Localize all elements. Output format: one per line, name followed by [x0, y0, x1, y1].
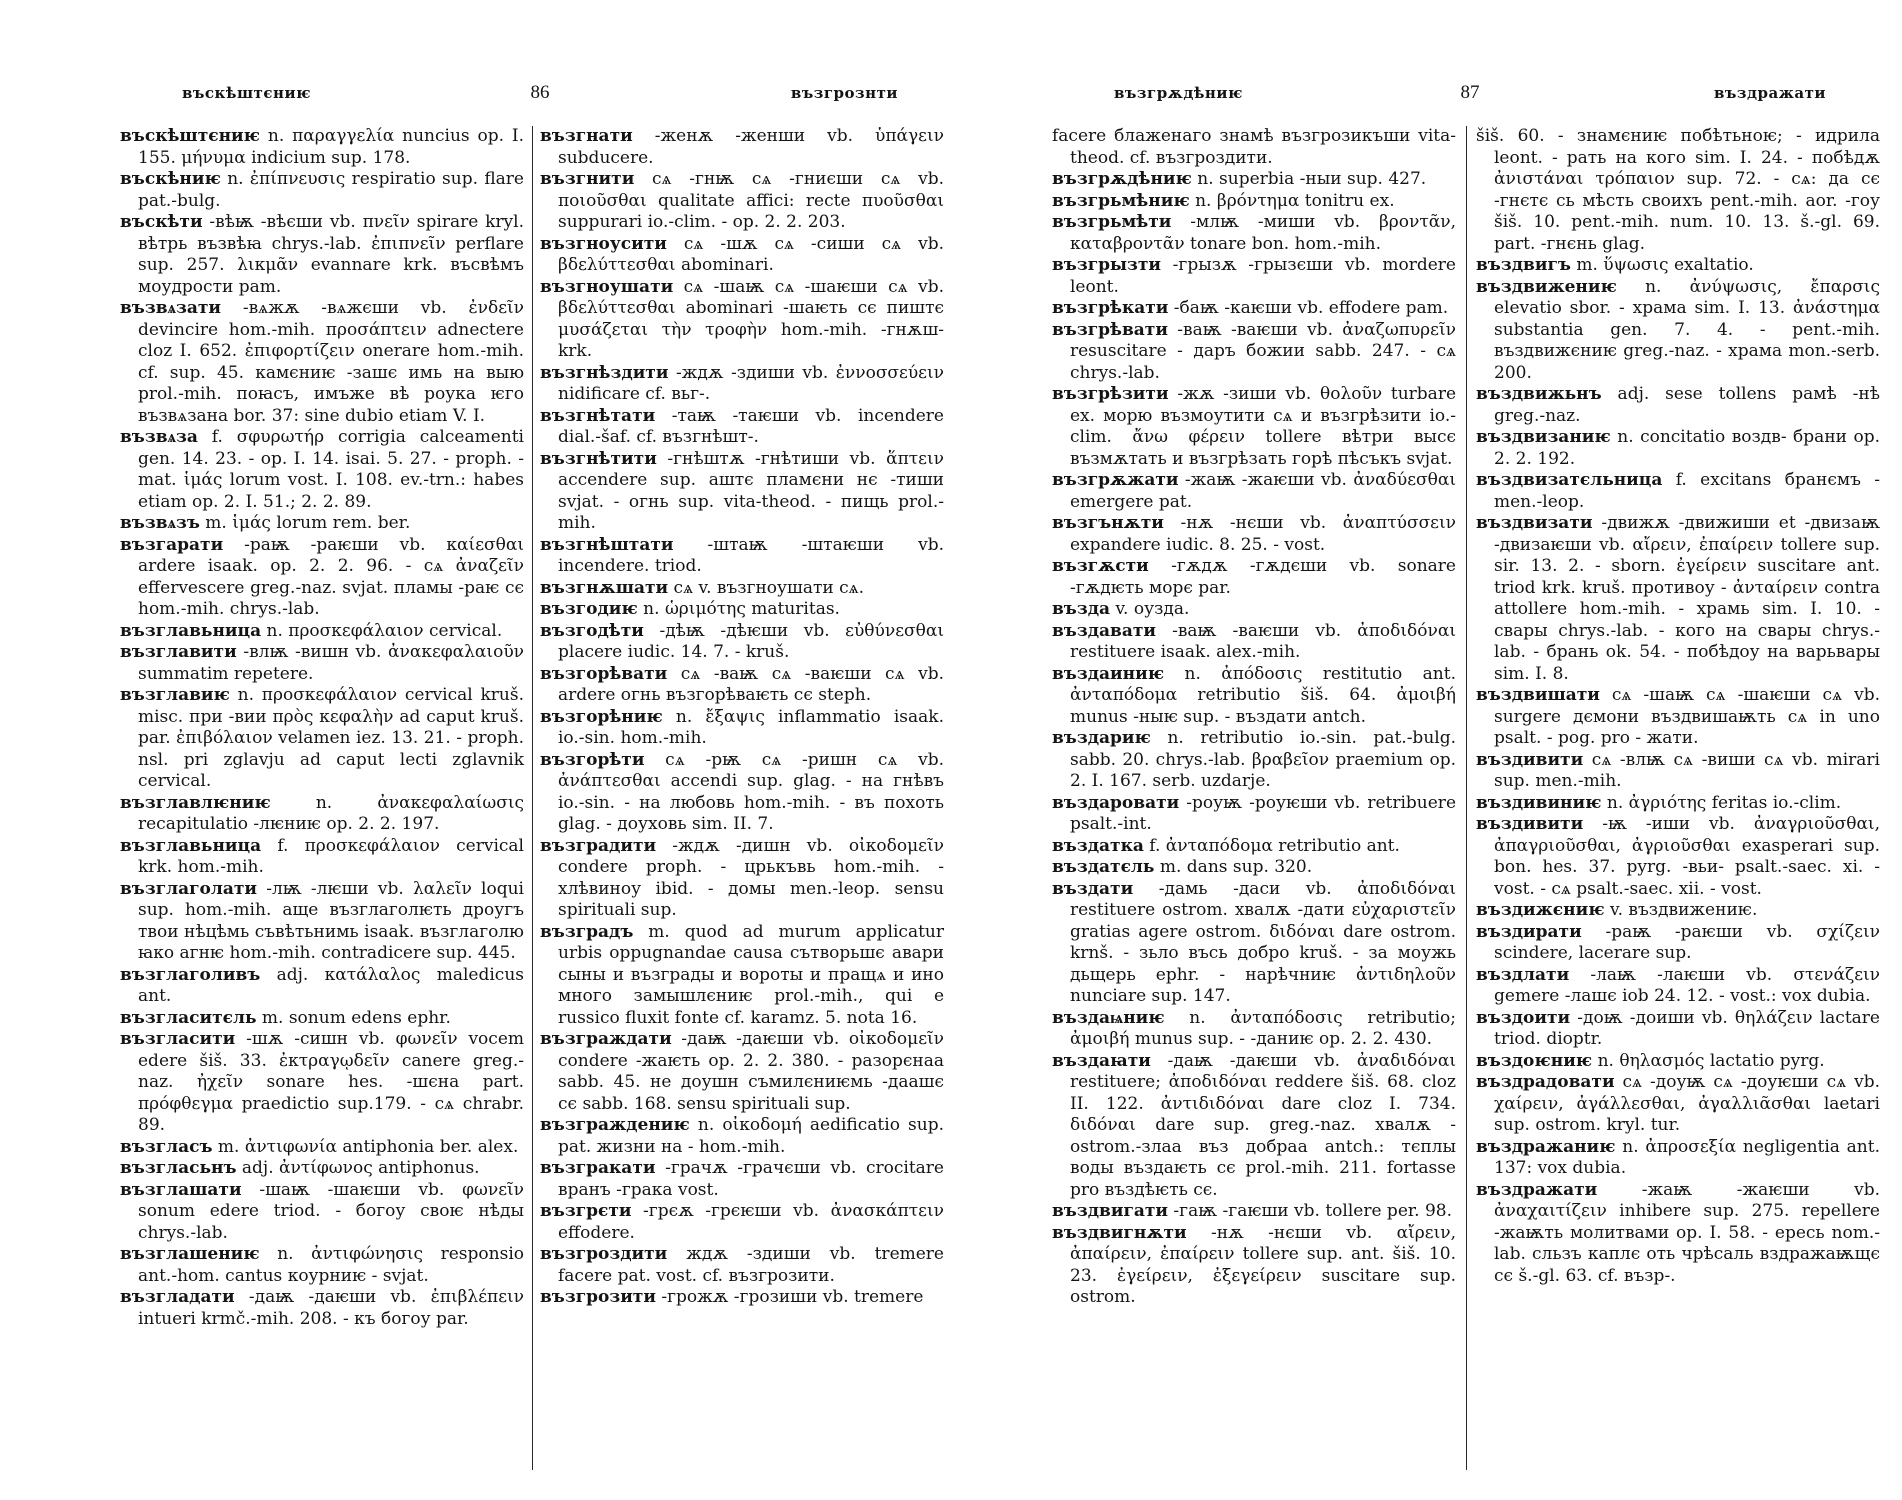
dictionary-entry	[1052, 857, 1456, 879]
dictionary-entry	[540, 277, 944, 363]
dictionary-entry	[1052, 1008, 1456, 1051]
page-87	[1052, 82, 1888, 1482]
column-2	[540, 126, 944, 1309]
dictionary-entry	[1052, 599, 1456, 621]
entry-definition: adj. sese tollens рамѣ -нѣ greg.-naz.	[1494, 384, 1880, 426]
entry-definition: n. ἀνταπόδοσις retributio; ἀμοιβή munus sup. - -даниѥ op. 2. 2. 430.	[1070, 1007, 1456, 1049]
entry-headword: възглаголивъ	[120, 964, 261, 985]
entry-definition: -грызѫ -грызєши vb. mordere leont.	[1070, 255, 1456, 297]
entry-definition: сѧ -влѭ сѧ -виши сѧ vb. mirari sup. men.-mih.	[1494, 749, 1880, 791]
entry-headword: въздвижениѥ	[1476, 276, 1617, 297]
dictionary-entry	[120, 793, 524, 836]
entry-headword: възгодѣти	[540, 620, 644, 641]
entry-definition: n. ἔξαψις inflammatio isaak. io.-sin. hom.-mih.	[558, 706, 944, 748]
entry-headword: възгласъ	[120, 1136, 213, 1157]
entry-definition: -ваѭ -ваѥши vb. ἀποδιδόναι restituere isaak. alex.-mih.	[1070, 620, 1456, 662]
dictionary-entry	[1052, 513, 1456, 556]
entry-headword: възгласьнъ	[120, 1158, 237, 1178]
entry-definition: -движѫ -движиши et -двизаѭ -двизаѥши vb. αἴρειν, ἐπαίρειν tollere sup. sir. 13. 2. - sborn. ἐγείρειν suscitare ant. triod krk. kruš. противоу - ἀνταίρειν contra attollere hom.-mih. - храмь sim. I. 10. - свары chrys.-lab. - кого на свары chrys.-lab. - брань ok. 54. - побѣдоу на варьвары sim. I. 8.	[1494, 513, 1880, 684]
entry-headword: възгрѫжати	[1052, 470, 1179, 490]
dictionary-entry	[540, 707, 944, 750]
dictionary-entry	[540, 1287, 944, 1309]
entry-definition: m. quod ad murum applicatur urbis oppugnandae causa сътворьшє авари сыны и възграды и вороты и пращѧ и ино много замышлєниѥ prol.-mih., qui e russico fluxit fonte cf. karamz. 5. nota 16.	[558, 921, 944, 1028]
dictionary-entry	[540, 750, 944, 836]
entry-headword: възгѫсти	[1052, 556, 1149, 576]
entry-definition: n. concitatio воздв- брани op. 2. 2. 192.	[1494, 427, 1880, 469]
dictionary-entry	[120, 836, 524, 879]
page-header	[120, 82, 960, 108]
dictionary-entry	[540, 363, 944, 406]
entry-definition: -даѭ -даѥши vb. ἀναδιδόναι restituere; ἀποδιδόναι reddere šiš. 68. cloz II. 122. ἀντιδιδόναι dare cloz I. 734. διδόναι dare sup. greg.-naz. хвалѫ - ostrom.-злаа въз добраа antch.: тєплы воды въздаѥть сє prol.-mih. 211. fortasse pro въздѣѥть сє.	[1070, 1050, 1456, 1200]
dictionary-entry	[540, 1158, 944, 1201]
dictionary-entry	[540, 1201, 944, 1244]
entry-definition: n. ἀπροσεξία negligentia ant. 137: vox dubia.	[1494, 1136, 1880, 1178]
dictionary-entry	[540, 1029, 944, 1115]
dictionary-entry	[1052, 126, 1456, 169]
entry-definition: f. σφυρωτήρ corrigia calceamenti gen. 14. 23. - op. I. 14. isai. 5. 27. - proph. - mat. ἱμάς lorum vost. I. 108. ev.-trn.: habes etiam op. 2. I. 51.; 2. 2. 89.	[138, 427, 524, 512]
entry-headword: възгрѣкати	[1052, 298, 1169, 318]
entry-definition: šiš. 60. - знамєниѥ побѣтьноѥ; - идрила leont. - рать на кого sim. I. 24. - побѣдѫ ἀνιστάναι τρόπαιον sup. 72. - сѧ: да сє -гнєтє сь мѣсть своихъ pent.-mih. aor. -гоу šiš. 10. pent.-mih. num. 10. 13. š.-gl. 69. part. -гнєнь glag.	[1476, 126, 1880, 254]
dictionary-entry	[1476, 1051, 1880, 1073]
entry-definition: сѧ -гнѭ сѧ -гниєши сѧ vb. ποιοῦσθαι qualitate affici: recte πυοῦσθαι suppurari io.-clim. - op. 2. 2. 203.	[558, 169, 944, 232]
entry-headword: въздивиниѥ	[1476, 792, 1602, 813]
entry-headword: въздатка	[1052, 835, 1144, 856]
entry-headword: възгроздити	[540, 1244, 668, 1264]
entry-headword: възгнѣштати	[540, 534, 674, 555]
entry-definition: adj. κατάλαλος maledicus ant.	[138, 964, 524, 1006]
entry-definition: -ѭ -иши vb. ἀναγριοῦσθαι, ἀπαγριοῦσθαι, ἀγριοῦσθαι exasperari sup. bon. hes. 37. pyrg. -вьи- psalt.-saec. xi. - vost. - сѧ psalt.-saec. xii. - vost.	[1494, 814, 1880, 899]
entry-definition: -грожѫ -грозиши vb. tremere	[655, 1287, 924, 1307]
dictionary-entry	[540, 922, 944, 1030]
entry-headword: въздвизатєльница	[1476, 470, 1663, 490]
dictionary-entry	[120, 298, 524, 427]
entry-headword: възгънѫти	[1052, 513, 1164, 533]
entry-headword: въздатєль	[1052, 857, 1155, 877]
dictionary-entry	[540, 449, 944, 535]
dictionary-entry	[120, 1137, 524, 1159]
entry-headword: въздивити	[1476, 814, 1584, 834]
dictionary-entry	[120, 965, 524, 1008]
entry-definition: v. оузда.	[1110, 599, 1190, 619]
entry-definition: -млѭ -миши vb. βροντᾶν, καταβροντᾶν tonare bon. hom.-mih.	[1070, 212, 1456, 254]
entry-headword: възгрєти	[540, 1201, 632, 1221]
dictionary-entry	[540, 599, 944, 621]
entry-headword: възгноусити	[540, 233, 667, 254]
entry-definition: -гаѭ -гаѥши vb. tollere per. 98.	[1168, 1201, 1452, 1221]
entry-definition: n. superbia -ныи sup. 427.	[1191, 169, 1427, 189]
running-head-left: възгрѫдѣниѥ	[1114, 84, 1243, 102]
entry-definition: m. sonum edens ephr.	[256, 1007, 451, 1028]
page-number: 86	[530, 82, 550, 103]
entry-headword: въскѣти	[120, 212, 203, 232]
column-1	[1052, 126, 1456, 1309]
entry-headword: възгарати	[120, 534, 224, 555]
entry-headword: възглавлѥниѥ	[120, 792, 271, 813]
dictionary-entry	[120, 169, 524, 212]
dictionary-entry	[1052, 298, 1456, 320]
entry-headword: възгрѫдѣниѥ	[1052, 169, 1192, 189]
dictionary-entry	[120, 621, 524, 643]
entry-headword: въздражати	[1476, 1179, 1598, 1200]
dictionary-entry	[120, 642, 524, 685]
entry-definition: n. ὡριμότης maturitas.	[637, 599, 840, 619]
dictionary-entry	[540, 406, 944, 449]
entry-headword: въздоити	[1476, 1007, 1571, 1028]
entry-headword: възгрѣвати	[1052, 319, 1168, 340]
dictionary-entry	[1052, 1051, 1456, 1202]
entry-headword: възгнѣтити	[540, 448, 657, 469]
dictionary-entry	[1052, 836, 1456, 858]
entry-headword: въздлати	[1476, 964, 1570, 985]
entry-definition: n. οἰκοδομή aedificatio sup. pat. жизни на - hom.-mih.	[558, 1115, 944, 1157]
entry-definition: -женѫ -женши vb. ὑπάγειν subducere.	[558, 126, 944, 168]
dictionary-entry	[540, 234, 944, 277]
dictionary-entry	[1476, 1008, 1880, 1051]
entry-headword: възгрызти	[1052, 255, 1162, 275]
entry-definition: сѧ -шаѭ сѧ -шаѥши сѧ vb. surgere дємони въздвишаѭть сѧ in uno psalt. - pog. pro - жати.	[1494, 685, 1880, 748]
entry-headword: въздвигнѫти	[1052, 1222, 1187, 1243]
dictionary-entry	[120, 1158, 524, 1180]
entry-definition: n. βρόντημα tonitru ex.	[1189, 190, 1395, 211]
entry-definition: -гнѣштѫ -гнѣтиши vb. ἅπτειν accendere sup. аштє пламєни нє -тиши svjat. - огнь sup. vita-theod. - пищь prol.-mih.	[558, 448, 944, 533]
dictionary-entry	[1476, 922, 1880, 965]
entry-definition: m. ἱμάς lorum rem. ber.	[199, 513, 411, 533]
entry-definition: m. ἀντιφωνία antiphonia ber. alex.	[212, 1136, 519, 1157]
column-divider	[1466, 126, 1467, 1470]
entry-headword: възградити	[540, 835, 657, 856]
dictionary-entry	[1052, 728, 1456, 793]
entry-headword: възгрозити	[540, 1287, 656, 1307]
entry-definition: -жаѭ -жаѥши vb. ἀναδύεσθαι emergere pat.	[1070, 470, 1456, 512]
column-1	[120, 126, 524, 1330]
entry-headword: възгнѣтати	[540, 405, 656, 426]
entry-definition: -баѭ -каѥши vb. effodere pam.	[1168, 298, 1449, 318]
entry-headword: възгнѣздити	[540, 362, 669, 383]
entry-headword: възгласитєль	[120, 1007, 257, 1028]
dictionary-entry	[540, 126, 944, 169]
dictionary-entry	[1052, 255, 1456, 298]
dictionary-entry	[1052, 664, 1456, 729]
running-head-right: въздражати	[1714, 84, 1826, 102]
entry-definition: сѧ -шѫ сѧ -сиши сѧ vb. βδελύττεσθαι abominari.	[558, 233, 944, 275]
dictionary-entry	[540, 621, 944, 664]
dictionary-entry	[1476, 255, 1880, 277]
dictionary-entry	[1476, 126, 1880, 255]
dictionary-entry	[1052, 1223, 1456, 1309]
dictionary-entry	[1052, 320, 1456, 385]
entry-headword: възгнѫшати	[540, 577, 669, 598]
dictionary-entry	[120, 685, 524, 793]
dictionary-entry	[120, 513, 524, 535]
entry-headword: въздаиниѥ	[1052, 663, 1165, 684]
page-header	[1052, 82, 1888, 108]
dictionary-entry	[1476, 384, 1880, 427]
entry-headword: въздоѥниѥ	[1476, 1050, 1593, 1071]
entry-headword: въздирати	[1476, 921, 1582, 942]
entry-headword: въздати	[1052, 878, 1134, 899]
entry-headword: възградъ	[540, 921, 634, 942]
dictionary-entry	[120, 1180, 524, 1245]
entry-definition: n. θηλασμός lactatio pyrg.	[1592, 1050, 1825, 1071]
dictionary-entry	[1052, 384, 1456, 470]
dictionary-entry	[1052, 1201, 1456, 1223]
entry-headword: въздариѥ	[1052, 728, 1151, 748]
dictionary-entry	[120, 1029, 524, 1137]
entry-definition: -раѭ -раѥши vb. σχίζειν scindere, lacerare sup.	[1494, 921, 1880, 963]
entry-definition: -ждѫ -дишн vb. οἰκοδομεῖν condere proph. - црькъвь hom.-mih. - хлѣвиноу ibid. - домы men.-leop. sensu spirituali sup.	[558, 835, 944, 920]
entry-definition: сѧ v. възгноушати сѧ.	[668, 577, 865, 598]
entry-definition: -ждѫ -здиши vb. ἐννοσσεύειν nidificare cf. вьг-.	[558, 362, 944, 404]
entry-definition: -раѭ -раѥши vb. καίεσθαι ardere isaak. op. 2. 2. 96. - сѧ ἀναζεῖν effervescere greg.-naz. svjat. пламы -раѥ сє hom.-mih. chrys.-lab.	[138, 534, 524, 619]
entry-definition: -роуѭ -роуѥши vb. retribuere psalt.-int.	[1070, 792, 1456, 834]
dictionary-entry	[120, 1287, 524, 1330]
dictionary-entry	[120, 126, 524, 169]
entry-headword: възвѧзати	[120, 298, 222, 318]
dictionary-entry	[1476, 900, 1880, 922]
entry-definition: -доѭ -доиши vb. θηλάζειν lactare triod. dioptr.	[1494, 1007, 1880, 1049]
entry-definition: -шѫ -сишн vb. φωνεῖν vocem edere šiš. 33. ἐκτραγῳδεῖν canere greg.-naz. ἠχεῖν sonare hes. -шєна part. πρόφθεγμα praedictio sup.179. - сѧ chrabr. 89.	[138, 1029, 524, 1135]
entry-headword: възгорѣниѥ	[540, 706, 663, 727]
page-number: 87	[1460, 82, 1480, 103]
dictionary-entry	[1476, 965, 1880, 1008]
entry-headword: възграждениѥ	[540, 1115, 690, 1135]
dictionary-entry	[1476, 427, 1880, 470]
dictionary-entry	[1052, 793, 1456, 836]
entry-headword: възгракати	[540, 1158, 656, 1178]
entry-headword: възгрьмѣти	[1052, 212, 1172, 232]
dictionary-entry	[120, 1244, 524, 1287]
entry-headword: възглашениѥ	[120, 1244, 260, 1264]
entry-headword: въскѣниѥ	[120, 169, 221, 189]
entry-definition: n. ἐπίπνευσις respiratio sup. flare pat.-bulg.	[138, 169, 524, 211]
entry-headword: възгорѣти	[540, 749, 645, 770]
entry-headword: въздвигати	[1052, 1201, 1169, 1221]
entry-headword: възгладати	[120, 1287, 235, 1307]
entry-headword: възгрьмѣниѥ	[1052, 190, 1190, 211]
entry-headword: възда	[1052, 599, 1111, 619]
entry-definition: n. ἀπόδοσις restitutio ant. ἀνταπόδομα retributio šiš. 64. ἀμοιβή munus -ныѥ sup. - въздати antch.	[1070, 663, 1456, 727]
entry-definition: -даѭ -даѥши vb. ἐπιβλέπειν intueri krmč.-mih. 208. - къ богоу par.	[138, 1287, 524, 1329]
entry-headword: въздаꙗти	[1052, 1050, 1151, 1071]
dictionary-entry	[1476, 750, 1880, 793]
entry-definition: -ваѭ -ваѥши vb. ἀναζωπυρεῖν resuscitare - даръ божии sabb. 247. - сѧ chrys.-lab.	[1070, 319, 1456, 383]
entry-definition: сѧ -рѭ сѧ -ришн сѧ vb. ἀνάπτεσθαι accendi sup. glag. - на гнѣвъ io.-sin. - на любовь hom.-mih. - въ похоть glag. - доуховь sim. II. 7.	[558, 749, 944, 834]
entry-definition: -вѧжѫ -вѧжєши vb. ἐνδεῖν devincire hom.-mih. προσάπτειν adnectere cloz I. 652. ἐπιφορτίζειν onerare hom.-mih. cf. sup. 45. камєниѥ -зашє имь на выю prol.-mih. поꙗсъ, имъже вѣ роука ѥго възвѧзана bor. 37: sine dubio etiam V. I.	[138, 298, 524, 426]
dictionary-entry	[1476, 513, 1880, 685]
entry-definition: -вѣѭ -вѣєши vb. πνεῖν spirare kryl. вѣтрь възвѣꙗ chrys.-lab. ἐπιπνεῖν perflare sup. 257. λικμᾶν evannare krk. въсвѣмъ моудрости pam.	[138, 212, 524, 297]
entry-headword: възвѧза	[120, 427, 198, 447]
dictionary-entry	[1476, 1180, 1880, 1288]
entry-headword: въскѣштєниѥ	[120, 126, 261, 146]
entry-definition: -гѫдѫ -гѫдєши vb. sonare -гѫдѥть морє par.	[1070, 556, 1456, 598]
dictionary-entry	[1052, 212, 1456, 255]
entry-definition: -шаѭ -шаѥши vb. φωνεῖν sonum edere triod. - богоу своѥ нѣды chrys.-lab.	[138, 1179, 524, 1243]
entry-definition: n. προσκεφάλαιον cervical.	[261, 620, 503, 641]
entry-definition: -лаѭ -лаѥши vb. στενάζειν gemere -лашє iob 24. 12. - vost.: vox dubia.	[1494, 964, 1880, 1006]
entry-definition: n. retributio io.-sin. pat.-bulg. sabb. 20. chrys.-lab. βραβεῖον praemium op. 2. I. 167. serb. uzdarje.	[1070, 728, 1456, 791]
entry-definition: сѧ -доуѭ сѧ -доуѥши сѧ vb. χαίρειν, ἀγάλλεσθαι, ἀγαλλιᾶσθαι laetari sup. ostrom. kryl. tur.	[1494, 1072, 1880, 1135]
entry-headword: възграждати	[540, 1029, 672, 1049]
entry-definition: сѧ -шаѭ сѧ -шаѥши сѧ vb. βδελύττεσθαι abominari -шаѥть сє пиштє μυσάζεται τὴν τροφὴν hom.-mih. -гнѫш- krk.	[558, 276, 944, 361]
running-head-left: въскѣштєниѥ	[182, 84, 312, 102]
entry-headword: възвѧзъ	[120, 513, 200, 533]
entry-headword: възгнати	[540, 126, 633, 146]
dictionary-entry	[1476, 470, 1880, 513]
entry-definition: -грєѫ -грєѥши vb. ἀνασκάπτειν effodere.	[558, 1201, 944, 1243]
entry-headword: възгорѣвати	[540, 663, 668, 684]
entry-headword: въздижєниѥ	[1476, 900, 1605, 920]
dictionary-entry	[1476, 1072, 1880, 1137]
entry-definition: -нѫ -нєши vb. αἴρειν, ἀπαίρειν, ἐπαίρειν tollere sup. ant. šiš. 10. 23. ἐγείρειν, ἐξεγείρειν suscitare sup. ostrom.	[1070, 1222, 1456, 1307]
dictionary-entry	[540, 535, 944, 578]
entry-headword: възгласити	[120, 1029, 236, 1049]
dictionary-entry	[540, 169, 944, 234]
entry-definition: -даѭ -даѥши vb. οἰκοδομεῖν condere -жаѥть op. 2. 2. 380. - разорєнаа sabb. 45. не доушн съмилєниѥмь -даашє сє sabb. 168. sensu spirituali sup.	[558, 1029, 944, 1114]
entry-definition: n. ἀντιφώνησις responsio ant.-hom. cantus коурниѥ - svjat.	[138, 1244, 524, 1286]
entry-definition: f. excitans бранємъ - men.-leop.	[1494, 470, 1880, 512]
entry-headword: възгодиѥ	[540, 599, 638, 619]
entry-headword: възглашати	[120, 1179, 242, 1200]
dictionary-entry	[1052, 556, 1456, 599]
column-2	[1476, 126, 1880, 1287]
entry-headword: въздвишати	[1476, 685, 1600, 705]
dictionary-entry	[120, 212, 524, 298]
column-divider	[532, 126, 533, 1470]
dictionary-entry	[120, 1008, 524, 1030]
entry-headword: възглаголати	[120, 878, 258, 899]
dictionary-entry	[540, 664, 944, 707]
entry-definition: m. dans sup. 320.	[1154, 857, 1313, 877]
entry-headword: въздаровати	[1052, 792, 1180, 813]
entry-definition: adj. ἀντίφωνος antiphonus.	[236, 1158, 480, 1178]
entry-definition: n. ἀνύψωσις, ἔπαρσις elevatio sbor. - храма sim. I. 13. ἀνάστημα substantia gen. 7. 4. - pent.-mih. въздвижєниѥ greg.-naz. - храма mon.-serb. 200.	[1494, 276, 1880, 383]
entry-headword: възглавьница	[120, 835, 262, 856]
dictionary-entry	[1052, 470, 1456, 513]
entry-definition: -грачѫ -грачєши vb. crocitare вранъ -грака vost.	[558, 1158, 944, 1200]
dictionary-entry	[540, 1115, 944, 1158]
entry-definition: -влѭ -вишн vb. ἀνακεφαλαιοῦν summatim repetere.	[138, 642, 524, 684]
entry-headword: възгнити	[540, 169, 635, 189]
entry-definition: v. въздвижениѥ.	[1604, 900, 1758, 920]
entry-headword: въздвигъ	[1476, 255, 1571, 275]
entry-headword: въздвижьнъ	[1476, 384, 1602, 404]
entry-definition: n. προσκεφάλαιον cervical kruš. misc. при -вии πρὸς κεφαλὴν ad caput kruš. par. ἐπιβόλαιον velamen iez. 13. 21. - proph. nsl. pri zglavju ad caput lecti zglavnik cervical.	[138, 685, 524, 791]
entry-headword: възглавити	[120, 642, 237, 662]
entry-definition: -штаѭ -штаѥши vb. incendere. triod.	[558, 534, 944, 576]
dictionary-entry	[1052, 621, 1456, 664]
dictionary-entry	[120, 535, 524, 621]
entry-definition: -нѫ -нєши vb. ἀναπτύσσειν expandere iudic. 8. 25. - vost.	[1070, 513, 1456, 555]
entry-headword: въздражаниѥ	[1476, 1136, 1616, 1157]
dictionary-entry	[540, 1244, 944, 1287]
dictionary-entry	[1052, 169, 1456, 191]
dictionary-entry	[1052, 879, 1456, 1008]
entry-definition: -дѣѭ -дѣѥши vb. εὐθύνεσθαι placere iudic. 14. 7. - kruš.	[558, 620, 944, 662]
dictionary-entry	[1476, 277, 1880, 385]
dictionary-entry	[120, 879, 524, 965]
entry-headword: въздрадовати	[1476, 1072, 1615, 1092]
dictionary-entry	[1476, 685, 1880, 750]
entry-definition: -таѭ -таѥши vb. incendere dial.-šaf. cf. възгнѣшт-.	[558, 405, 944, 447]
entry-definition: -жаѭ -жаѥши vb. ἀναχαιτίζειν inhibere sup. 275. repellere -жаѭть молитвами op. I. 58. - ересь nom.-lab. сльзъ каплє оть чрѣсаль вздражаѭщє сє š.-gl. 63. cf. възр-.	[1494, 1179, 1880, 1286]
dictionary-entry	[540, 836, 944, 922]
page-86	[120, 82, 960, 1482]
entry-headword: въздвизаниѥ	[1476, 427, 1611, 447]
entry-headword: възгрѣзити	[1052, 384, 1169, 404]
entry-definition: f. ἀνταπόδομα retributio ant.	[1143, 835, 1400, 856]
entry-headword: въздаѩниѥ	[1052, 1007, 1165, 1028]
entry-definition: facere блаженаго знамѣ възгрозикъши vita-theod. cf. възгроздити.	[1052, 126, 1456, 168]
dictionary-entry	[1476, 814, 1880, 900]
dictionary-entry	[1476, 1137, 1880, 1180]
entry-definition: -дамь -даси vb. ἀποδιδόναι restituere ostrom. хвалѫ -дати εὐχαριστεῖν gratias agere ostrom. διδόναι dare ostrom. krnš. - зьло въсь добро kruš. - за моужь дьщерь ephr. - нарѣчниѥ ἀντιδηλοῦν nunciare sup. 147.	[1070, 878, 1456, 1006]
entry-headword: въздвизати	[1476, 513, 1593, 533]
dictionary-entry	[540, 578, 944, 600]
entry-definition: n. ἀγριότης feritas io.-clim.	[1601, 792, 1842, 813]
entry-definition: -лѭ -лѥши vb. λαλεῖν loqui sup. hom.-mih. аще възглаголѥть дроугъ твои нѣцѣмь съвѣтьнимь isaak. възглаголю ꙗко агнѥ hom.-mih. contradicere sup. 445.	[138, 878, 524, 963]
entry-headword: възглавиѥ	[120, 685, 230, 705]
entry-definition: сѧ -ваѭ сѧ -ваѥши сѧ vb. ardere огнь възгорѣваѥть сє steph.	[558, 663, 944, 705]
dictionary-entry	[1476, 793, 1880, 815]
entry-definition: n. παραγγελία nuncius op. I. 155. μήνυμα indicium sup. 178.	[138, 126, 524, 168]
dictionary-entry	[120, 427, 524, 513]
dictionary-entry	[1052, 191, 1456, 213]
entry-definition: -жѫ -зиши vb. θολοῦν turbare ex. морю възмоутити сѧ и възгрѣзити io.-clim. ἄνω φέρειν tollere вѣтри высє възмѫтать и възгрѣзать горѣ пѣсъкъ svjat.	[1070, 384, 1456, 469]
entry-definition: ждѫ -здиши vb. tremere facere pat. vost. cf. възгрозити.	[558, 1244, 944, 1286]
entry-headword: възглавьница	[120, 620, 262, 641]
entry-headword: въздивити	[1476, 749, 1584, 770]
entry-definition: f. προσκεφάλαιον cervical krk. hom.-mih.	[138, 835, 524, 877]
entry-definition: m. ὕψωσις exaltatio.	[1570, 255, 1754, 275]
entry-headword: въздавати	[1052, 620, 1157, 641]
entry-definition: n. ἀνακεφαλαίωσις recapitulatio -лѥниѥ op. 2. 2. 197.	[138, 792, 524, 834]
running-head-right: възгрознти	[790, 84, 898, 102]
entry-headword: възгноушати	[540, 276, 674, 297]
